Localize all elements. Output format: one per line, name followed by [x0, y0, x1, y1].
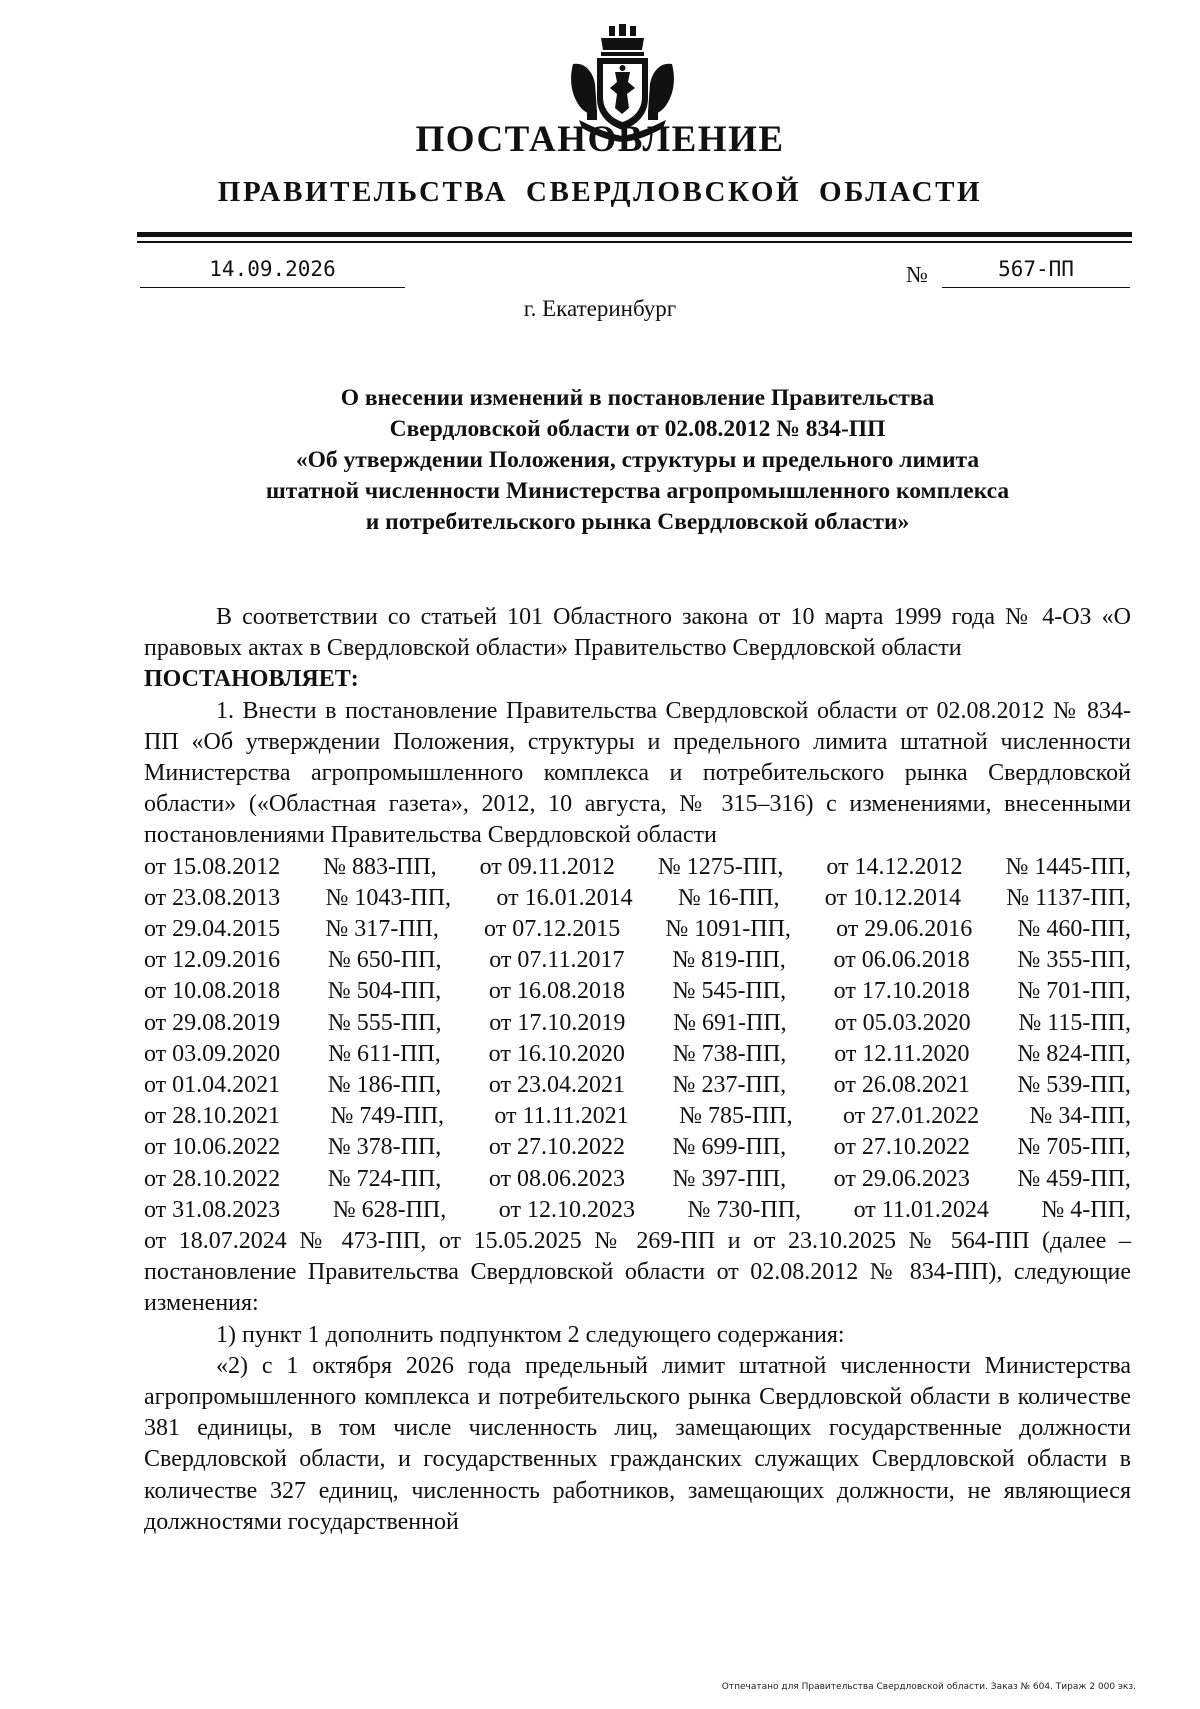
- amendment-number: № 237-ПП,: [672, 1072, 787, 1099]
- amendment-number: № 611-ПП,: [328, 1040, 441, 1067]
- amendment-date: от 17.10.2018: [833, 978, 970, 1005]
- amendment-number: № 186-ПП,: [327, 1072, 442, 1099]
- amendment-number: № 749-ПП,: [330, 1103, 445, 1130]
- amendment-number: № 691-ПП,: [673, 1009, 787, 1036]
- amendment-date: от 14.12.2012: [826, 853, 963, 880]
- amendment-number: № 539-ПП,: [1017, 1072, 1131, 1099]
- amendment-number: № 824-ПП,: [1017, 1040, 1131, 1067]
- amendment-date: от 11.01.2024: [853, 1196, 989, 1223]
- amendment-number: № 355-ПП,: [1017, 947, 1131, 974]
- amendment-number: № 555-ПП,: [327, 1009, 442, 1036]
- amendment-number: № 397-ПП,: [672, 1165, 787, 1192]
- subject-line: «Об утверждении Положения, структуры и предельного лимита: [295, 447, 980, 473]
- amendment-date: от 10.08.2018: [144, 978, 281, 1005]
- document-issuer: ПРАВИТЕЛЬСТВА СВЕРДЛОВСКОЙ ОБЛАСТИ: [217, 176, 983, 208]
- amendment-row: [144, 852, 1131, 883]
- amendment-number: № 504-ПП,: [327, 978, 442, 1005]
- amendment-date: от 29.06.2016: [836, 916, 973, 943]
- amendment-date: от 12.09.2016: [144, 947, 281, 974]
- amendment-number: № 378-ПП,: [327, 1134, 442, 1161]
- document-body: [144, 602, 1131, 1538]
- amendment-row: [144, 1132, 1131, 1163]
- amendment-date: от 07.11.2017: [489, 947, 625, 974]
- subject-line: Свердловской области от 02.08.2012 № 834-ПП: [389, 416, 886, 442]
- amendment-number: № 1137-ПП,: [1006, 884, 1131, 911]
- amendment-date: от 29.04.2015: [144, 916, 281, 943]
- amendment-row: [144, 1070, 1131, 1101]
- amendment-row: [144, 1195, 1131, 1226]
- amendment-number: № 628-ПП,: [332, 1196, 447, 1223]
- amendment-row: [144, 976, 1131, 1007]
- amendment-number: № 115-ПП,: [1018, 1009, 1131, 1036]
- amendment-number: № 4-ПП,: [1041, 1196, 1131, 1223]
- document-city: г. Екатеринбург: [523, 296, 677, 321]
- number-label: №: [906, 262, 928, 287]
- amendment-date: от 16.10.2020: [488, 1040, 625, 1067]
- amendment-date: от 29.06.2023: [833, 1165, 970, 1192]
- amendment-date: от 31.08.2023: [144, 1196, 281, 1223]
- amendment-number: № 460-ПП,: [1017, 916, 1131, 943]
- document-title: ПОСТАНОВЛЕНИЕ: [415, 119, 785, 160]
- amendment-number: № 459-ПП,: [1017, 1165, 1131, 1192]
- subject-line: штатной численности Министерства агропромышленного комплекса: [265, 478, 1010, 504]
- amendment-number: № 699-ПП,: [672, 1134, 787, 1161]
- amendment-number: № 1043-ПП,: [325, 884, 452, 911]
- amendment-list: [144, 852, 1131, 1226]
- header-rule-thin: [137, 241, 1132, 243]
- quoted-paragraph: «2) с 1 октября 2026 года предельный лимит штатной численности Министерства агропромышленного комплекса и потребительского рынка Свердловской области в количестве 381 единицы, в том числе численность лиц, замещающих государственные должности Свердловской области, и государственных гражданских служащих Свердловской области в количестве 327 единиц, численность работников, замещающих должности, не являющиеся должностями государственной: [144, 1352, 1131, 1535]
- amendment-date: от 16.08.2018: [488, 978, 625, 1005]
- amendment-date: от 09.11.2012: [479, 853, 615, 880]
- amendment-row: [144, 1039, 1131, 1070]
- print-imprint: Отпечатано для Правительства Свердловской области. Заказ № 604. Тираж 2 000 экз.: [721, 1682, 1136, 1692]
- amendment-row: [144, 1164, 1131, 1195]
- amendment-number: № 705-ПП,: [1017, 1134, 1131, 1161]
- amendment-date: от 16.01.2014: [496, 884, 633, 911]
- amendment-date: от 15.08.2012: [144, 853, 281, 880]
- amendment-number: № 738-ПП,: [672, 1040, 787, 1067]
- amendment-date: от 29.08.2019: [144, 1009, 281, 1036]
- amendment-date: от 12.10.2023: [498, 1196, 635, 1223]
- amendment-date: от 05.03.2020: [834, 1009, 971, 1036]
- amendment-date: от 27.10.2022: [488, 1134, 625, 1161]
- amendment-number: № 1445-ПП,: [1005, 853, 1131, 880]
- document-date: 14.09.2026: [140, 253, 405, 288]
- amendment-date: от 11.11.2021: [494, 1103, 629, 1130]
- amendment-number: № 545-ПП,: [672, 978, 787, 1005]
- amendment-number: № 650-ПП,: [327, 947, 442, 974]
- preamble-paragraph: В соответствии со статьей 101 Областного закона от 10 марта 1999 года № 4-ОЗ «О правовых актах в Свердловской области» Правительство Свердловской области: [144, 604, 1131, 662]
- amendment-date: от 12.11.2020: [834, 1040, 970, 1067]
- header-rule-thick: [137, 232, 1132, 237]
- amendment-date: от 08.06.2023: [488, 1165, 625, 1192]
- amendment-number: № 1091-ПП,: [665, 916, 791, 943]
- item1-tail-paragraph: от 18.07.2024 № 473-ПП, от 15.05.2025 № 269-ПП и от 23.10.2025 № 564-ПП (далее – постановление Правительства Свердловской области от 02.08.2012 № 834-ПП), следующие изменения:: [144, 1228, 1131, 1317]
- amendment-number: № 16-ПП,: [677, 884, 780, 911]
- amendment-date: от 28.10.2022: [144, 1165, 281, 1192]
- amendment-number: № 1275-ПП,: [657, 853, 784, 880]
- amendment-date: от 23.08.2013: [144, 884, 281, 911]
- amendment-date: от 17.10.2019: [489, 1009, 626, 1036]
- amendment-number: № 883-ПП,: [323, 853, 437, 880]
- subitem1-paragraph: 1) пункт 1 дополнить подпунктом 2 следующего содержания:: [216, 1321, 845, 1348]
- amendment-date: от 10.06.2022: [144, 1134, 281, 1161]
- amendment-date: от 23.04.2021: [488, 1072, 625, 1099]
- document-number: 567-ПП: [942, 253, 1130, 288]
- amendment-number: № 701-ПП,: [1017, 978, 1131, 1005]
- amendment-date: от 27.01.2022: [842, 1103, 980, 1130]
- amendment-row: [144, 1008, 1131, 1039]
- amendment-row: [144, 914, 1131, 945]
- amendment-date: от 28.10.2021: [144, 1103, 281, 1130]
- resolves-heading: ПОСТАНОВЛЯЕТ:: [144, 666, 359, 693]
- amendment-date: от 10.12.2014: [824, 884, 961, 911]
- amendment-row: [144, 945, 1131, 976]
- amendment-row: [144, 1101, 1131, 1132]
- amendment-number: № 785-ПП,: [679, 1103, 793, 1130]
- amendment-number: № 724-ПП,: [327, 1165, 442, 1192]
- document-subject: [200, 383, 1075, 538]
- amendment-number: № 819-ПП,: [672, 947, 786, 974]
- amendment-number: № 730-ПП,: [687, 1196, 802, 1223]
- amendment-date: от 03.09.2020: [144, 1040, 281, 1067]
- amendment-date: от 01.04.2021: [144, 1072, 281, 1099]
- amendment-date: от 07.12.2015: [484, 916, 621, 943]
- subject-line: и потребительского рынка Свердловской области»: [365, 509, 910, 535]
- subject-line: О внесении изменений в постановление Правительства: [340, 385, 935, 411]
- amendment-number: № 317-ПП,: [325, 916, 439, 943]
- amendment-number: № 34-ПП,: [1029, 1103, 1131, 1130]
- amendment-row: [144, 883, 1131, 914]
- item1-paragraph: 1. Внести в постановление Правительства Свердловской области от 02.08.2012 № 834-ПП «Об утверждении Положения, структуры и предельного лимита штатной численности Министерства агропромышленного комплекса и потребительского рынка Свердловской области» («Областная газета», 2012, 10 августа, № 315–316) с изменениями, внесенными постановлениями Правительства Свердловской области: [144, 697, 1131, 849]
- amendment-date: от 06.06.2018: [833, 947, 970, 974]
- amendment-date: от 27.10.2022: [833, 1134, 970, 1161]
- amendment-date: от 26.08.2021: [833, 1072, 970, 1099]
